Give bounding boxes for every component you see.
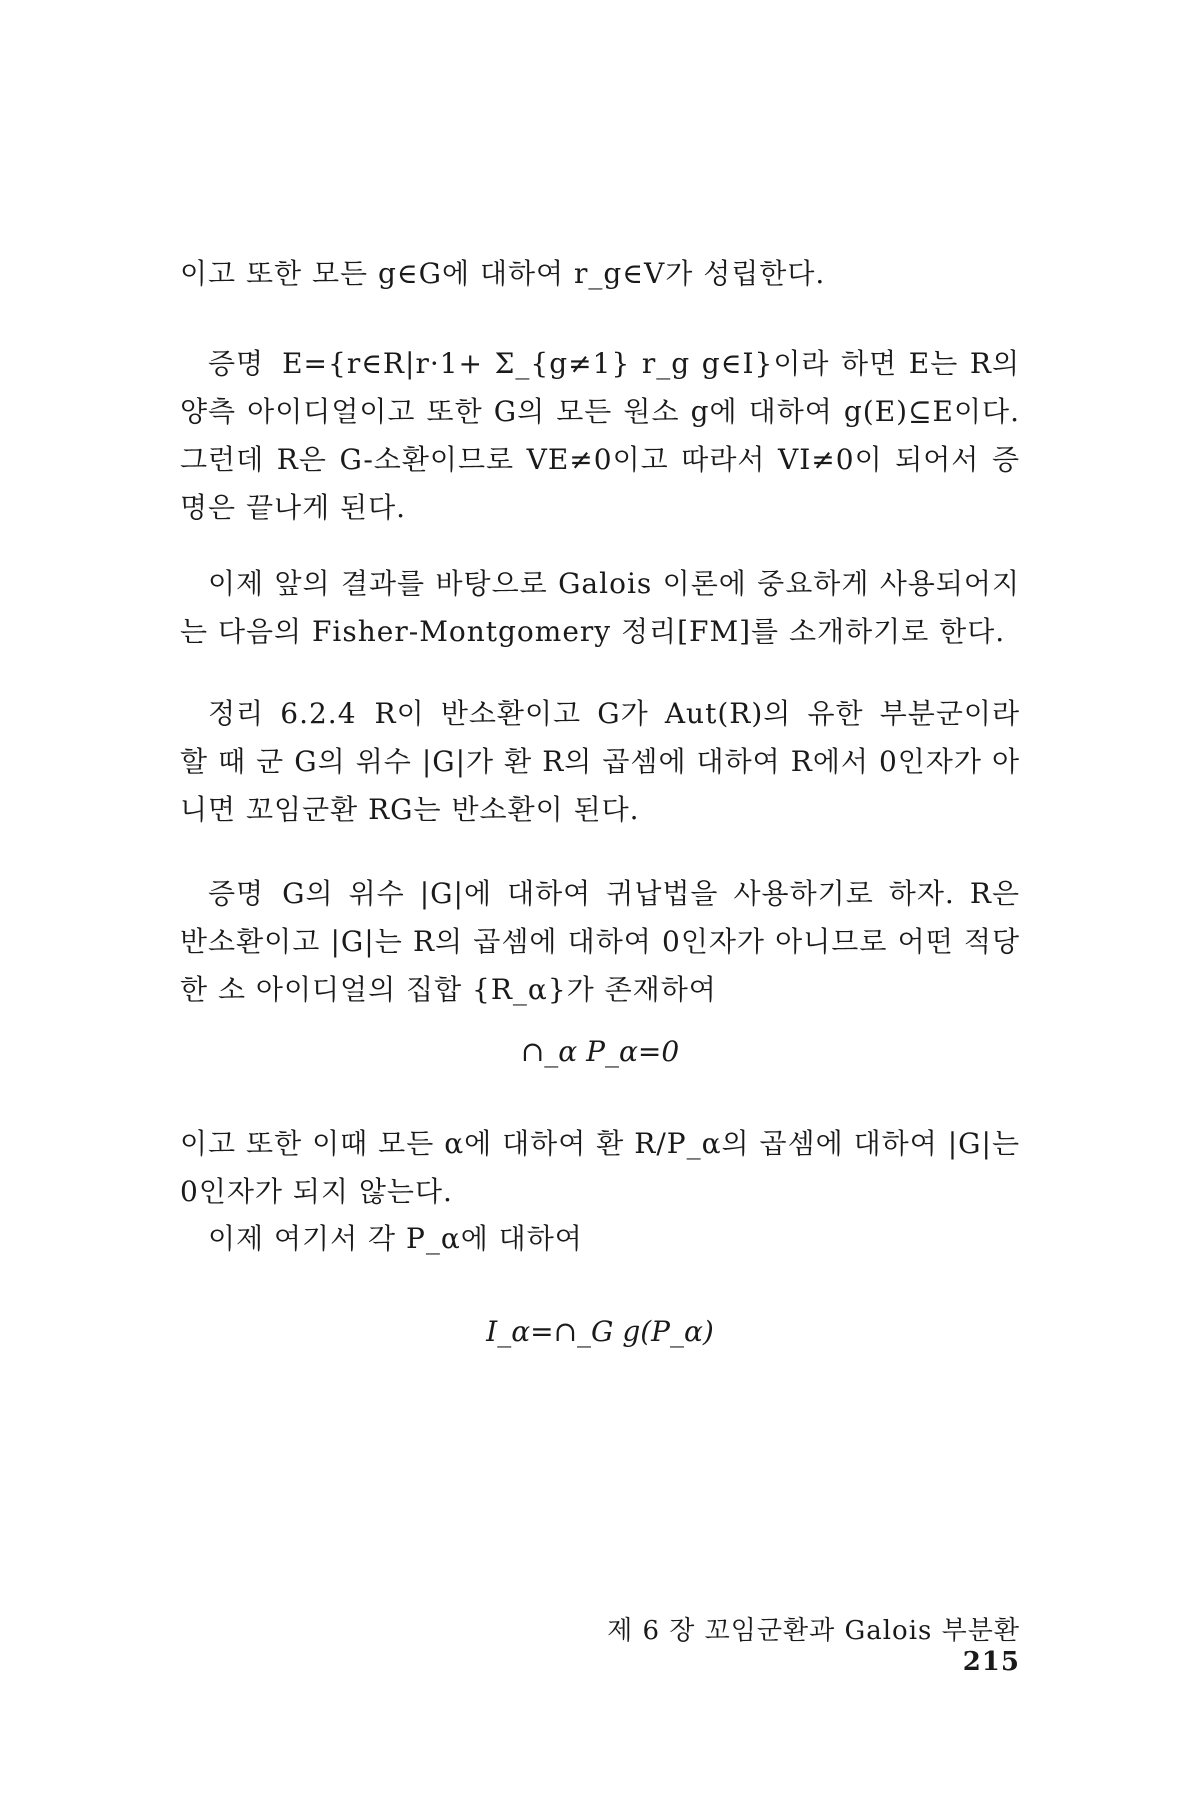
page-footer [560, 1610, 1020, 1677]
paragraph-text: 이제 여기서 각 P_α에 대하여 [208, 1222, 583, 1255]
paragraph-lead-in [180, 1215, 1020, 1263]
proof-label: 증명 [208, 877, 265, 910]
display-equation-1: ∩_α P_α=0 [520, 1035, 680, 1068]
paragraph-text: 이고 또한 이때 모든 α에 대하여 환 R/P_α의 곱셈에 대하여 |G|는 0인자가 되지 않는다. [180, 1127, 1020, 1208]
theorem-paragraph [180, 690, 1020, 834]
proof-paragraph-1 [180, 340, 1020, 532]
theorem-text: R이 반소환이고 G가 Aut(R)의 유한 부분군이라 할 때 군 G의 위수 |G|가 환 R의 곱셈에 대하여 R에서 0인자가 아니면 꼬임군환 RG는 반소환이 된다. [180, 697, 1020, 826]
running-footer-title: 제 6 장 꼬임군환과 Galois 부분환 [607, 1616, 1020, 1646]
paragraph-continuation [180, 250, 1020, 298]
proof-text: E={r∈R|r·1+ Σ_{g≠1} r_g g∈I}이라 하면 E는 R의 양측 아이디얼이고 또한 G의 모든 원소 g에 대하여 g(E)⊆E이다. 그런데 R은 G-소환이므로 VE≠0이고 따라서 VI≠0이 되어서 증명은 끝나게 된다. [180, 347, 1020, 524]
display-equation-2: I_α=∩_G g(P_α) [486, 1315, 714, 1348]
proof-text: G의 위수 |G|에 대하여 귀납법을 사용하기로 하자. R은 반소환이고 |G|는 R의 곱셈에 대하여 0인자가 아니므로 어떤 적당한 소 아이디얼의 집합 {R_α}가 존재하여 [180, 877, 1020, 1006]
paragraph-after-equation [180, 1120, 1020, 1216]
intro-paragraph [180, 560, 1020, 656]
theorem-label: 정리 6.2.4 [208, 697, 357, 730]
proof-label: 증명 [208, 347, 265, 380]
proof-paragraph-2 [180, 870, 1020, 1014]
page-number: 215 [962, 1647, 1020, 1677]
paragraph-text: 이제 앞의 결과를 바탕으로 Galois 이론에 중요하게 사용되어지는 다음의 Fisher-Montgomery 정리[FM]를 소개하기로 한다. [180, 567, 1020, 648]
paragraph-text: 이고 또한 모든 g∈G에 대하여 r_g∈V가 성립한다. [180, 257, 826, 290]
